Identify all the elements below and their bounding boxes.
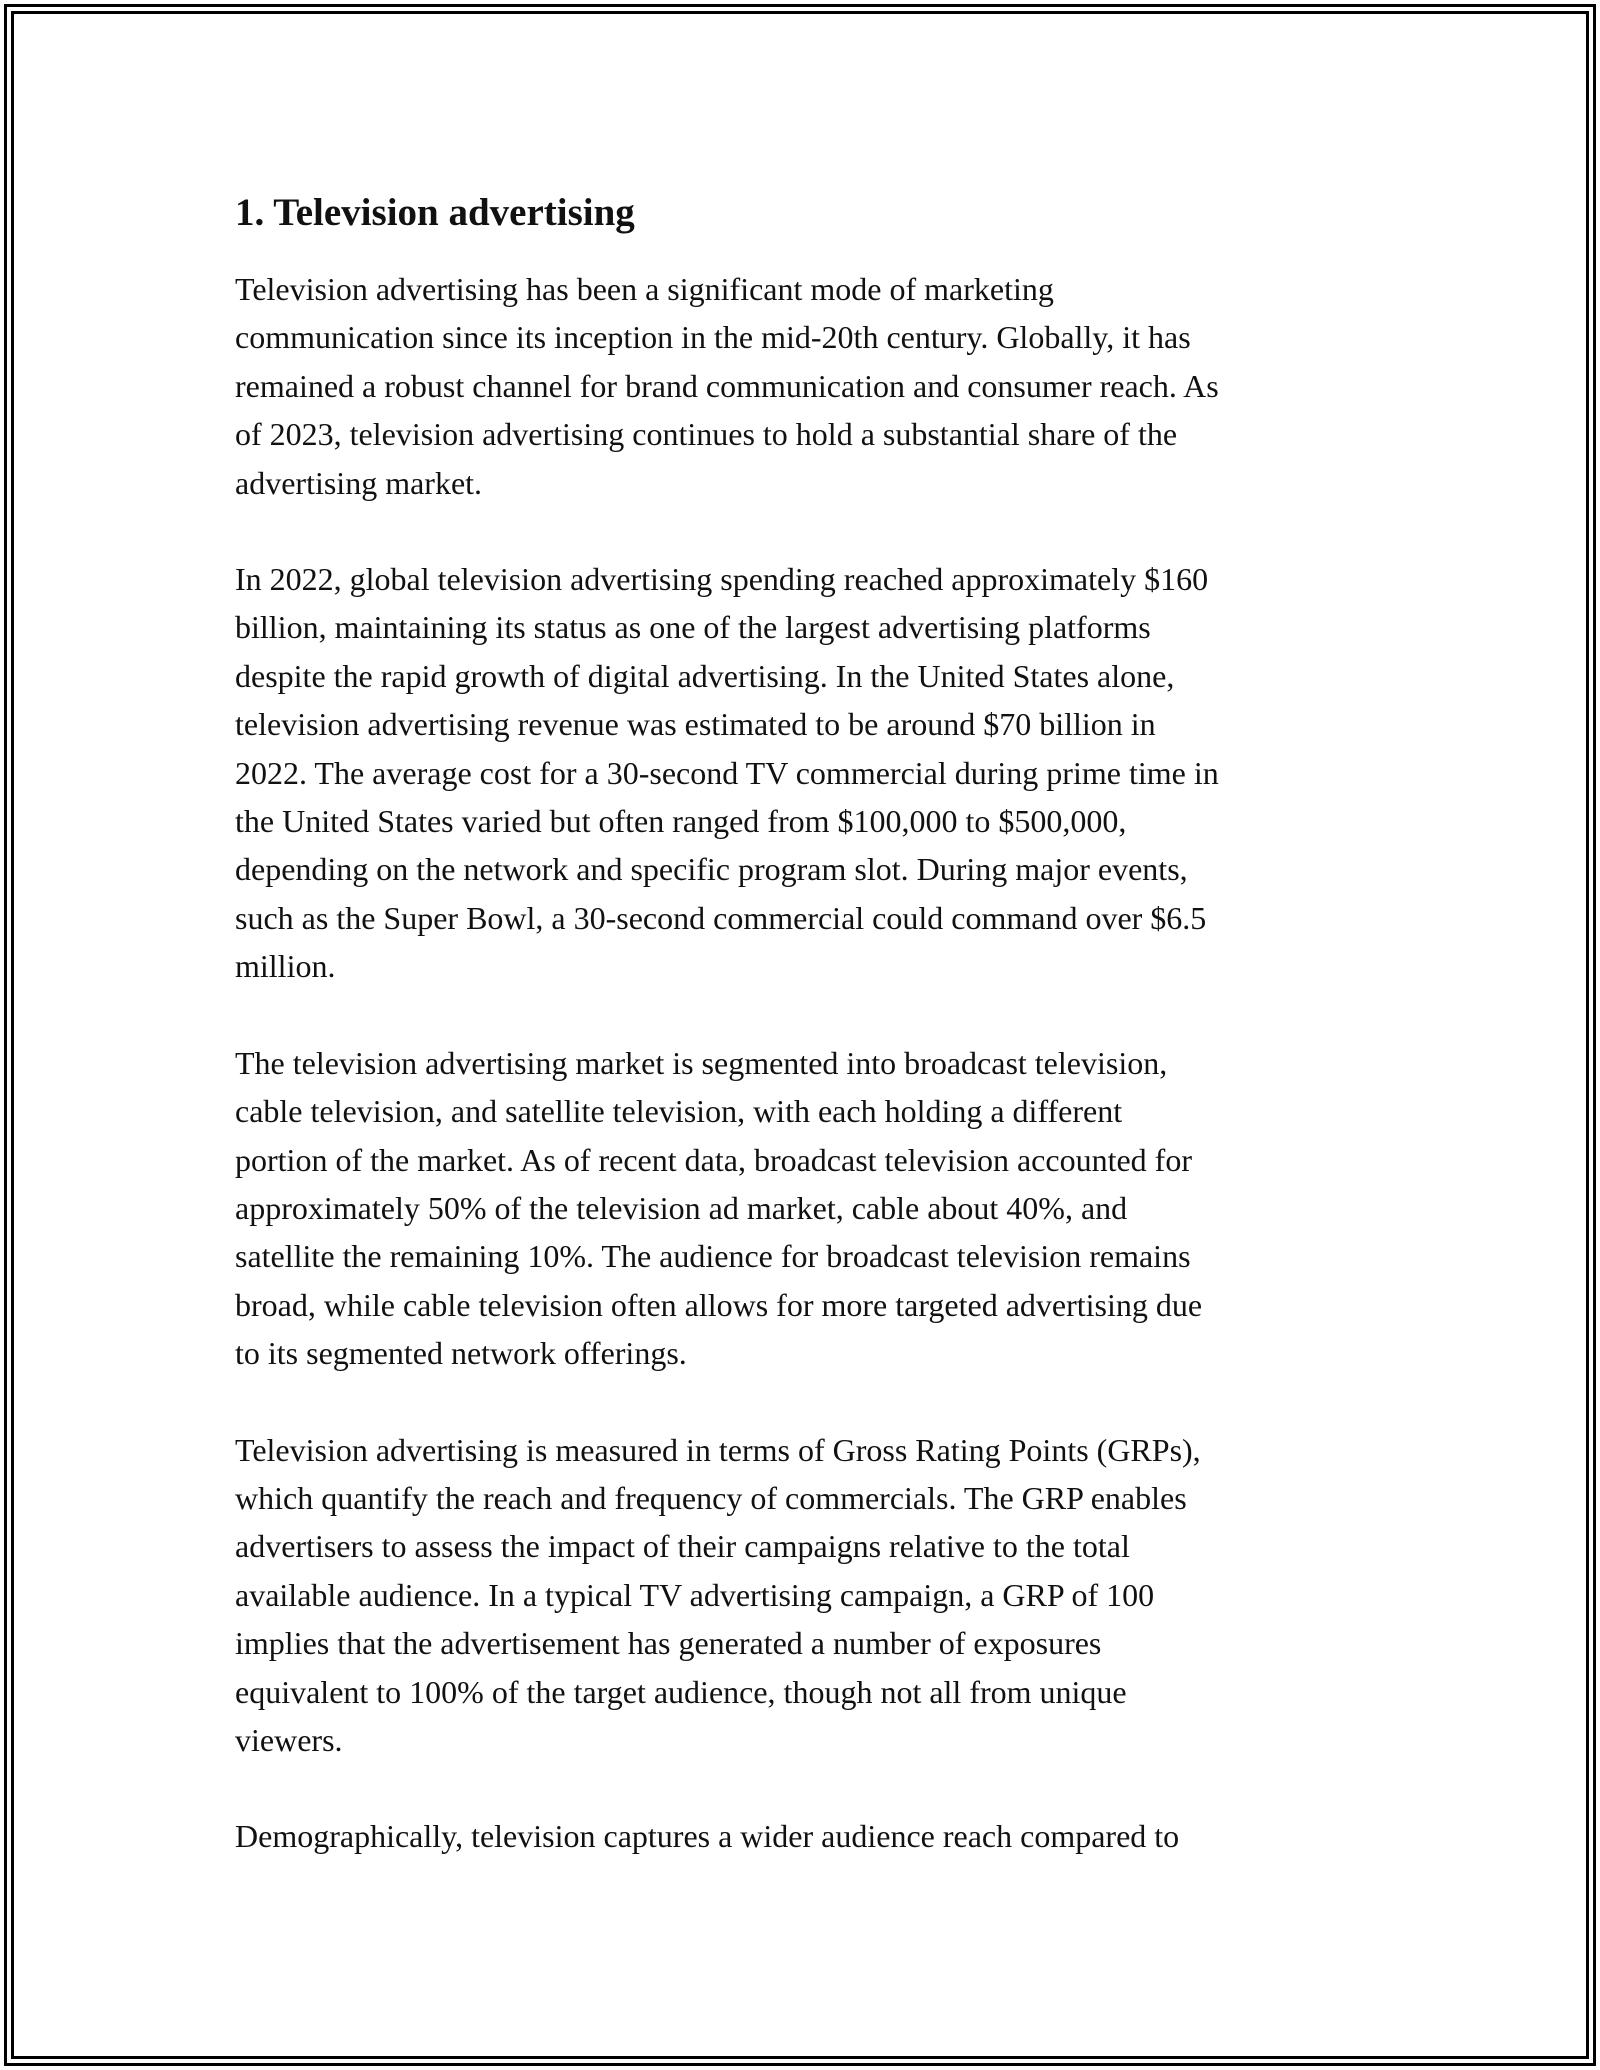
paragraph-introduction: Television advertising has been a significant mode of marketing communication since its inception in the mid-20th century. Globally, it has remained a robust channel for brand communication and consumer reach. As of 2023, television advertising continues to hold a substantial share of the advertising market. — [235, 271, 1219, 501]
paragraph-demographics: Demographically, television captures a wider audience reach compared to — [235, 1818, 1180, 1855]
paragraph-market-segments: The television advertising market is segmented into broadcast television, cable television, and satellite television, with each holding a different portion of the market. As of recent data, broadcast television accounted for approximately 50% of the television ad market, cable about 40%, and satellite the remaining 10%. The audience for broadcast television remains broad, while cable television often allows for more targeted advertising due to its segmented network offerings. — [235, 1044, 1203, 1372]
paragraph-grp-measurement: Television advertising is measured in terms of Gross Rating Points (GRPs), which quantify the reach and frequency of commercials. The GRP enables advertisers to assess the impact of their campaigns relative to the total available audience. In a typical TV advertising campaign, a GRP of 100 implies that the advertisement has generated a number of exposures equivalent to 100% of the target audience, though not all from unique viewers. — [235, 1431, 1201, 1758]
section-heading: 1. Television advertising — [235, 191, 635, 234]
paragraph-spending: In 2022, global television advertising spending reached approximately $160 billion, maintaining its status as one of the largest advertising platforms despite the rapid growth of digital advertising. In the United States alone, television advertising revenue was estimated to be around $70 billion in 2022. The average cost for a 30-second TV commercial during prime time in the United States varied but often ranged from $100,000 to $500,000, depending on the network and specific program slot. During major events, such as the Super Bowl, a 30-second commercial could command over $6.5 million. — [235, 561, 1219, 985]
document-body — [235, 186, 1375, 1909]
